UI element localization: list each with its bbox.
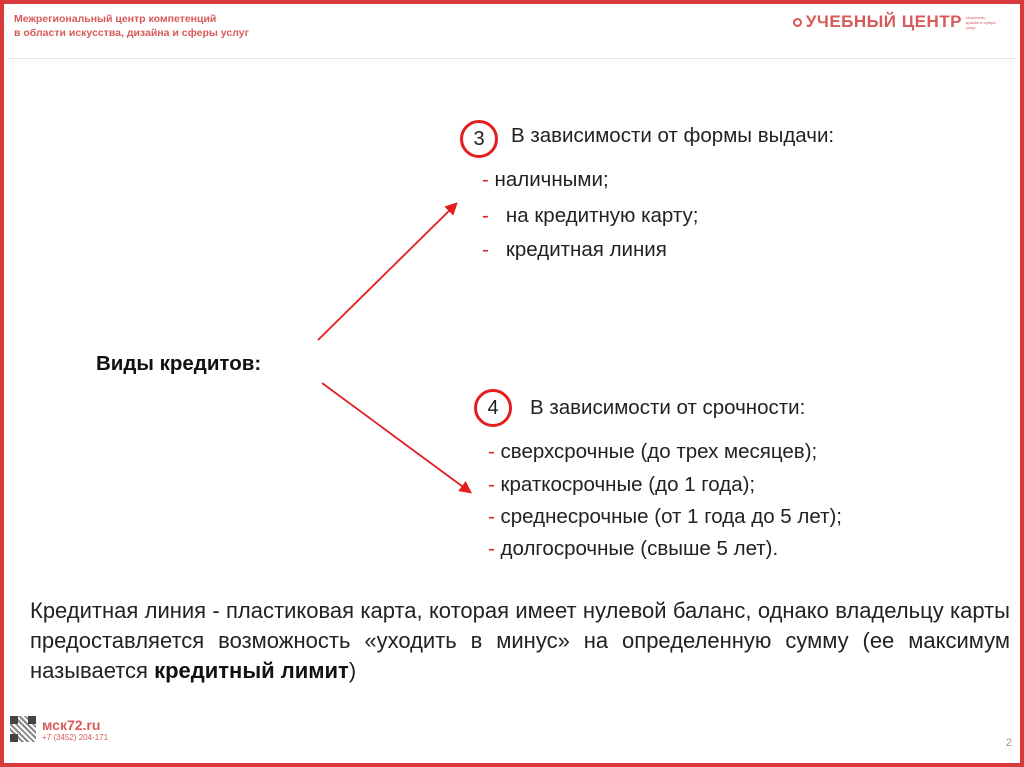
list-item <box>482 204 698 228</box>
footer-phone: +7 (3452) 204-171 <box>42 732 109 742</box>
list-item-text: сверхсрочные (до трех месяцев); <box>500 440 818 463</box>
org-name-line1: Межрегиональный центр компетенций <box>14 13 217 25</box>
list-item-text: кредитная линия <box>505 238 667 261</box>
list-item-text: среднесрочные (от 1 года до 5 лет); <box>500 505 842 528</box>
list-item <box>488 473 755 497</box>
footer-text <box>42 717 108 742</box>
logo-text: УЧЕБНЫЙ ЦЕНТР <box>805 12 962 31</box>
list-item-text: на кредитную карту; <box>505 204 699 227</box>
definition-closing: ) <box>348 658 357 683</box>
dash-bullet: - <box>488 473 501 496</box>
list-item-text: наличными; <box>494 168 609 191</box>
list-item <box>482 168 609 192</box>
list-item-text: долгосрочные (свыше 5 лет). <box>500 537 779 560</box>
dash-bullet: - <box>482 168 495 191</box>
page-number: 2 <box>1005 737 1012 749</box>
footer-site-link[interactable]: мск72.ru <box>42 716 101 733</box>
credit-line-definition <box>30 596 1010 686</box>
logo-subtitle: Искусство, дизайн и сфера услуг <box>966 14 996 30</box>
arrow-to-group3 <box>318 204 456 340</box>
arrow-to-group4 <box>322 383 470 492</box>
group4-heading: В зависимости от срочности: <box>530 396 806 419</box>
list-item-text: краткосрочные (до 1 года); <box>500 473 756 496</box>
group4-number-badge: 4 <box>474 389 512 427</box>
org-name-line2: в области искусства, дизайна и сферы услуг <box>14 27 249 39</box>
dash-bullet: - <box>488 505 501 528</box>
group3-heading: В зависимости от формы выдачи: <box>511 124 835 147</box>
definition-text: Кредитная линия - пластиковая карта, которая имеет нулевой баланс, однако владельцу карты предоставляется возможность «уходить в минус» на определенную сумму (ее максимум называется <box>30 598 1010 683</box>
list-item <box>488 537 778 561</box>
footer-contacts <box>10 716 108 742</box>
qr-code-icon <box>10 716 36 742</box>
group3-number-badge: 3 <box>460 120 498 158</box>
list-item <box>482 238 667 262</box>
definition-term: кредитный лимит <box>154 658 349 683</box>
list-item <box>488 505 842 529</box>
credit-types-label: Виды кредитов: <box>96 352 262 375</box>
dash-bullet: - <box>488 537 501 560</box>
dash-bullet: - <box>488 440 501 463</box>
dash-bullet: - <box>482 238 506 261</box>
dash-bullet: - <box>482 204 506 227</box>
list-item <box>488 440 817 464</box>
